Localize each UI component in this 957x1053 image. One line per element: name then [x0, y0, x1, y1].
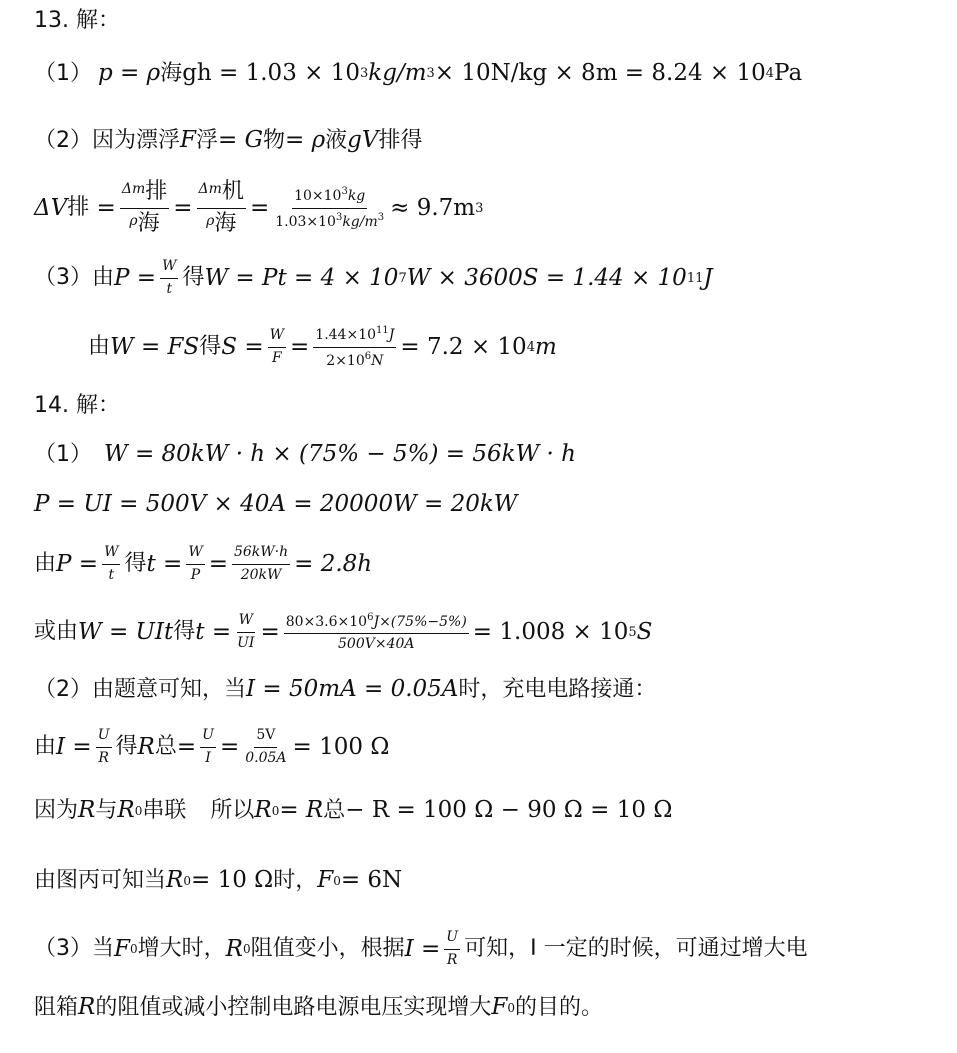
q14-part2-series: 因为 R 与 R 0 串联 所以 R 0 = R 总 − R = 100 Ω − 90 Ω = 10 Ω [34, 797, 673, 823]
q14-part1: （1） W = 80kW · h × (75% − 5%) = 56kW · h [34, 441, 576, 467]
q13-part2: （2） 因为漂浮 F 浮 = G 物 = ρ 液 gV 排 得 [34, 127, 423, 153]
q13-part1: （1） p = ρ 海 gh = 1.03 × 10 3 kg/m 3 × 10N/kg × 8m = 8.24 × 10 4 Pa [34, 60, 803, 86]
q14-part3-cont: 阻箱 R 的阻值或减小控制电路电源电压实现增大 F 0 的目的。 [34, 994, 603, 1020]
q14-title: 14. 解： [34, 393, 120, 418]
fraction-dm-ship: $\frac{\Delta m_机}{\rho_海}$ [198, 179, 244, 236]
q14-part1-power: P = UI = 500V × 40A = 20000W = 20kW [34, 491, 518, 517]
q14-part1-time: 由 P = $\frac{W}{t}$ 得 t = $\frac{W}{P}$ = $\frac{56kW\cdot h}{20kW}$ = 2.8h [34, 544, 373, 583]
fraction-dm-disp: $\frac{\Delta m_排}{\rho_海}$ [121, 179, 168, 236]
q13-title: 13. 解： [34, 8, 120, 33]
q13-part3-distance: 由 W = FS 得 S = $\frac{W}{F}$ = $\frac{1.44\times 10^{11}J}{2\times 10^6N}$ = 7.2 × 10 4 m [88, 325, 557, 369]
q13-part3: （3） 由 P = $\frac{W}{t}$ 得 W = Pt = 4 × 10 7 W × 3600S = 1.44 × 10 11 J [34, 258, 713, 297]
fraction-values: $\frac{10\times 10^3kg}{1.03\times 10^3kg/m^3}$ [275, 186, 385, 230]
q14-part2-graph: 由图丙可知当 R 0 = 10 Ω 时， F 0 = 6N [34, 867, 403, 893]
q14-part1-alt: 或由 W = UIt 得 t = $\frac{W}{UI}$ = $\frac{80\times 3.6\times 10^6J\times(75\%-5\%)}{500V\times 40A}$ = 1.008 × 10 5 S [34, 611, 653, 652]
q13-part2-equation: ΔV 排 = $\frac{\Delta m_排}{\rho_海}$ = $\frac{\Delta m_机}{\rho_海}$ = $\frac{10\times 10^3kg}{1.03\times 10^3kg/m^3}$ ≈ 9.7m 3 [34, 179, 484, 236]
q14-part2-resistance: 由 I = $\frac{U}{R}$ 得 R 总 = $\frac{U}{I}$ = $\frac{5V}{0.05A}$ = 100 Ω [34, 727, 390, 766]
q14-part3: （3） 当 F 0 增大时， R 0 阻值变小，根据 I = $\frac{U}{R}$ 可知，Ι 一定的时候，可通过增大电 [34, 929, 808, 968]
q14-part2: （2） 由题意可知，当 I = 50mA = 0.05A 时，充电电路接通： [34, 676, 657, 702]
